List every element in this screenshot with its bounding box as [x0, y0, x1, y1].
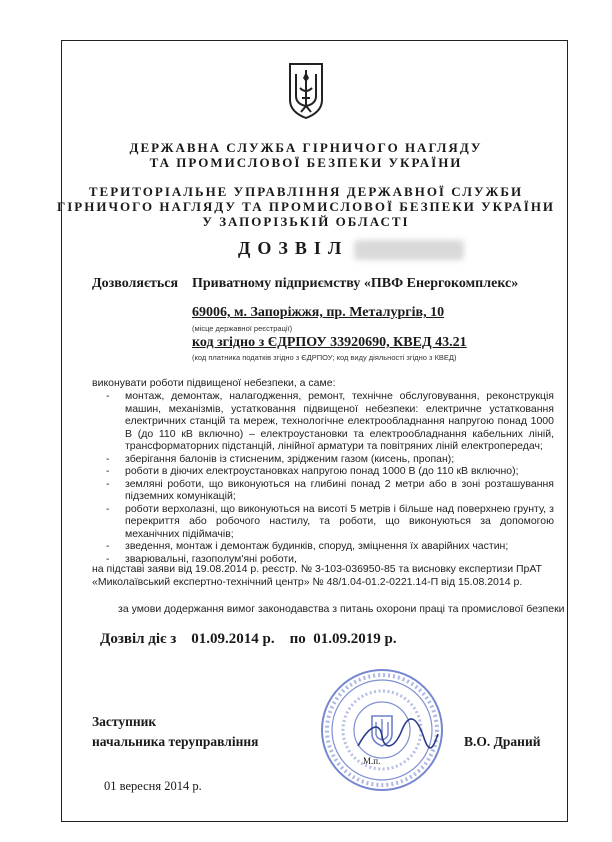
validity-to: 01.09.2019 р.: [313, 631, 397, 647]
authority-line-2: ТА ПРОМИСЛОВОЇ БЕЗПЕКИ УКРАЇНИ: [149, 155, 463, 170]
grantee-label: Дозволяється: [92, 276, 179, 291]
address-caption: (місце державної реєстрації): [192, 324, 293, 333]
work-item: - роботи верхолазні, що виконуються на висоті 5 метрів і більше над поверхнею грунту, з перекриття або робочого настилу, та роботи, що виконуються за допомогою механічних підіймачів;: [92, 503, 554, 541]
work-item: - зварювальні, газополум'яні роботи,: [92, 553, 554, 566]
codes-caption: (код платника податків згідно з ЄДРПОУ; код виду діяльності згідно з КВЕД): [192, 353, 457, 362]
seal-place-mark: М.п.: [363, 756, 381, 766]
issue-date: 01 вересня 2014 р.: [104, 779, 202, 793]
registration-codes: код згідно з ЄДРПОУ 33920690, КВЕД 43.21: [192, 335, 467, 350]
basis-line-2: «Миколаївський експертно-технічний центр» № 48/1.04-01.2-0221.14-П від 15.08.2014 р.: [92, 575, 523, 588]
validity-line: [100, 631, 397, 648]
condition-text: за умови додержання вимог законодавства з питань охорони праці та промислової безпеки: [118, 603, 565, 615]
redacted-number: [354, 240, 464, 260]
authority-line-1: ДЕРЖАВНА СЛУЖБА ГІРНИЧОГО НАГЛЯДУ: [129, 140, 483, 155]
regional-office-name: [0, 184, 612, 229]
validity-prefix: Дозвіл діє з: [100, 631, 177, 647]
regional-line-3: У ЗАПОРІЗЬКІЙ ОБЛАСТІ: [202, 214, 410, 229]
regional-line-2: ГІРНИЧОГО НАГЛЯДУ ТА ПРОМИСЛОВОЇ БЕЗПЕКИ УКРАЇНИ: [56, 199, 556, 214]
grantee-name: Приватному підприємству «ПВФ Енергокомплекс»: [192, 276, 519, 291]
permit-title: ДОЗВІЛ: [238, 238, 349, 258]
registration-address: 69006, м. Запоріжжя, пр. Металургів, 10: [192, 305, 445, 320]
works-intro: виконувати роботи підвищеної небезпеки, а саме:: [92, 377, 336, 389]
regional-line-1: ТЕРИТОРІАЛЬНЕ УПРАВЛІННЯ ДЕРЖАВНОЇ СЛУЖБИ: [88, 184, 524, 199]
works-list: [92, 390, 554, 565]
work-item: - зведення, монтаж і демонтаж будинків, споруд, зміцнення їх аварійних частин;: [92, 540, 554, 553]
signature-icon: [352, 716, 442, 756]
validity-from: 01.09.2014 р.: [191, 631, 275, 647]
signatory-title-1: Заступник: [92, 714, 157, 729]
work-item: - земляні роботи, що виконуються на глибині понад 2 метри або в зоні розташування підземних комунікацій;: [92, 478, 554, 503]
signatory-name: В.О. Драний: [464, 734, 541, 749]
signatory-title: [92, 712, 258, 752]
coat-of-arms-icon: [288, 62, 324, 120]
work-item: - монтаж, демонтаж, налагодження, ремонт, технічне обслуговування, реконструкція машин, механізмів, устатковання підвищеної небезпеки: електричне устатковання електричних станцій та мереж, технологічне електрообладнання напругою понад 1000 В (до 110 кВ включно) – електроустановки та електрообладнання кабельних ліній, трансформаторних підстанцій, лінійної арматури та повітряних ліній електропередач;: [92, 390, 554, 453]
work-item: - роботи в діючих електроустановках напругою понад 1000 В (до 110 кВ включно);: [92, 465, 554, 478]
validity-to-word: по: [289, 631, 306, 647]
work-item: - зберігання балонів із стисненим, зрідженим газом (кисень, пропан);: [92, 453, 554, 466]
signatory-title-2: начальника теруправління: [92, 734, 259, 749]
permit-heading: [238, 238, 464, 260]
basis-line-1: на підставі заяви від 19.08.2014 р. реєстр. № 3-103-036950-85 та висновку експертизи ПрАТ: [92, 563, 542, 575]
authority-name: [0, 140, 612, 170]
basis-text: [92, 563, 562, 588]
